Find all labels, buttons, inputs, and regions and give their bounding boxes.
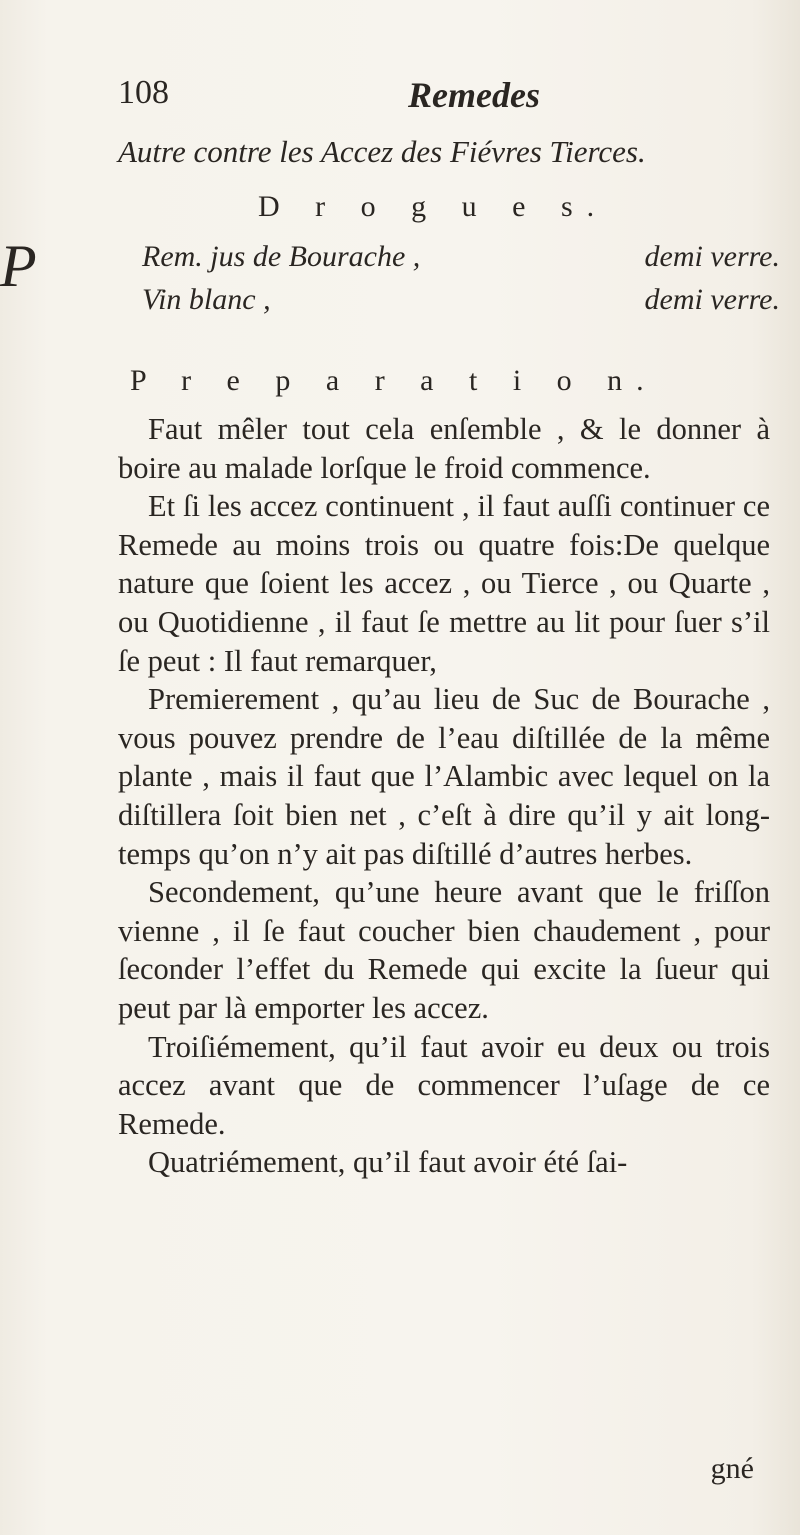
body-text [118, 410, 770, 1182]
drug-row [100, 240, 780, 283]
page-number: 108 [118, 74, 169, 111]
running-head: Remedes [408, 75, 540, 115]
drug-quantity: demi verre. [644, 240, 780, 273]
paragraph: Et ſi les accez continuent , il faut auſſi continuer ce Remede au moins trois ou quatre fois:De quelque nature que ſoient les accez , ou Tierce , ou Quarte , ou Quotidienne , il faut ſe mettre au lit pour ſuer s’il ſe peut : Il faut remarquer, [118, 489, 770, 678]
paragraph: Troiſiémement, qu’il faut avoir eu deux ou trois accez avant que de commencer l’uſage de ce Remede. [118, 1029, 770, 1141]
paragraph: Secondement, qu’une heure avant que le friſſon vienne , il ſe faut coucher bien chaudement , pour ſeconder l’effet du Remede qui excite la ſueur qui peut par là emporter les accez. [118, 875, 770, 1025]
drug-row [100, 283, 780, 326]
paragraph: Quatriémement, qu’il faut avoir été ſai- [148, 1145, 628, 1180]
catchword: gné [710, 1452, 754, 1485]
drug-name: Vin blanc , [142, 283, 271, 316]
paragraph: Faut mêler tout cela enſemble , & le donner à boire au malade lorſque le froid commence. [118, 412, 770, 485]
paragraph: Premierement , qu’au lieu de Suc de Bourache , vous pouvez prendre de l’eau diſtillée de la même plante , mais il faut que l’Alambic avec lequel on la diſtillera ſoit bien net , c’eſt à dire qu’il y ait long-temps qu’on n’y ait pas diſtillé d’autres herbes. [118, 682, 770, 871]
drugs-heading: D r o g u e s. [258, 190, 609, 223]
page-header [118, 74, 678, 124]
prescription-mark: P [0, 233, 37, 299]
drug-quantity: demi verre. [644, 283, 780, 316]
recipe-title: Autre contre les Accez des Fiévres Tierces. [118, 134, 646, 169]
drug-name: Rem. jus de Bourache , [142, 240, 421, 273]
drug-list [100, 240, 780, 326]
preparation-heading: P r e p a r a t i o n. [130, 364, 658, 397]
